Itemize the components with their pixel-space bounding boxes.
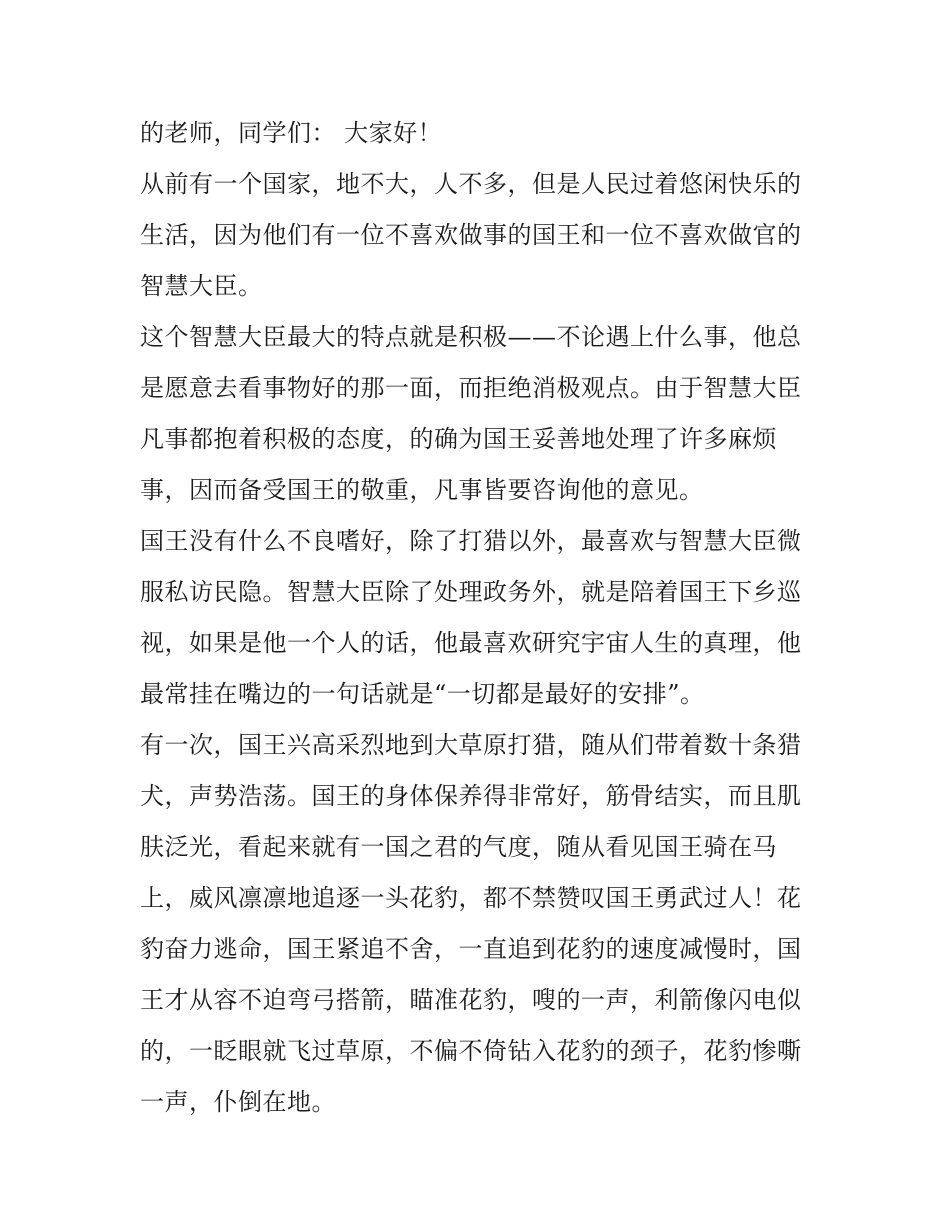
- text-line-18: 王才从容不迫弯弓搭箭，瞄准花豹，嗖的一声，利箭像闪电似: [140, 986, 802, 1014]
- text-line-6: 是愿意去看事物好的那一面，而拒绝消极观点。由于智慧大臣: [140, 374, 802, 402]
- text-line-5: 这个智慧大臣最大的特点就是积极——不论遇上什么事，他总: [140, 323, 802, 351]
- text-line-4: 智慧大臣。: [140, 272, 263, 300]
- text-line-15: 肤泛光，看起来就有一国之君的气度，随从看见国王骑在马: [140, 833, 777, 861]
- text-line-2: 从前有一个国家，地不大，人不多，但是人民过着悠闲快乐的: [140, 170, 802, 198]
- text-line-7: 凡事都抱着积极的态度，的确为国王妥善地处理了许多麻烦: [140, 425, 777, 453]
- text-line-9: 国王没有什么不良嗜好，除了打猎以外，最喜欢与智慧大臣微: [140, 527, 802, 555]
- text-line-12: 最常挂在嘴边的一句话就是“一切都是最好的安排”。: [140, 680, 705, 708]
- text-line-10: 服私访民隐。智慧大臣除了处理政务外，就是陪着国王下乡巡: [140, 578, 802, 606]
- text-line-11: 视，如果是他一个人的话，他最喜欢研究宇宙人生的真理，他: [140, 629, 802, 657]
- text-line-19: 的，一眨眼就飞过草原，不偏不倚钻入花豹的颈子，花豹惨嘶: [140, 1037, 802, 1065]
- text-line-20: 一声，仆倒在地。: [140, 1088, 336, 1116]
- text-line-17: 豹奋力逃命，国王紧追不舍，一直追到花豹的速度减慢时，国: [140, 935, 802, 963]
- text-line-13: 有一次，国王兴高采烈地到大草原打猎，随从们带着数十条猎: [140, 731, 802, 759]
- text-line-1: 的老师，同学们： 大家好！: [140, 119, 443, 147]
- text-line-8: 事，因而备受国王的敬重，凡事皆要咨询他的意见。: [140, 476, 704, 504]
- text-line-16: 上，威风凛凛地追逐一头花豹，都不禁赞叹国王勇武过人！花: [140, 884, 802, 912]
- text-line-3: 生活，因为他们有一位不喜欢做事的国王和一位不喜欢做官的: [140, 221, 802, 249]
- text-line-14: 犬，声势浩荡。国王的身体保养得非常好，筋骨结实，而且肌: [140, 782, 802, 810]
- story-text: [140, 108, 820, 1128]
